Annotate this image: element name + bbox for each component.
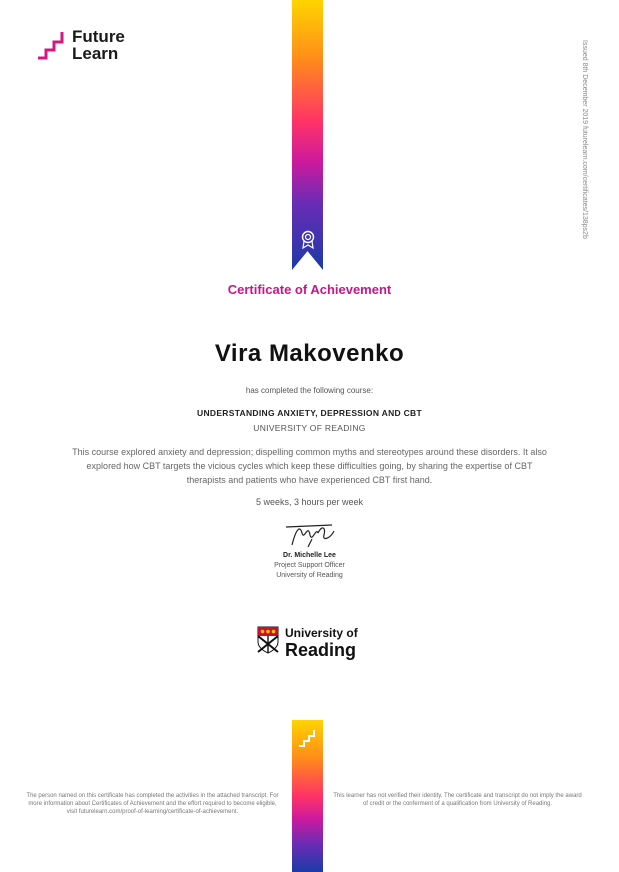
- signature: [282, 519, 338, 549]
- issue-info: [581, 40, 598, 300]
- brand-line1: Future: [72, 27, 125, 46]
- stairs-icon: [36, 28, 68, 62]
- course-title: UNDERSTANDING ANXIETY, DEPRESSION AND CBT: [197, 408, 422, 418]
- footnote-left: The person named on this certificate has completed the activities in the attached transcript. For more information about Certificates of Achievement and the effort required to become eligible, visit futurelearn.com/proof-of-learning/certificate-of-achievement.: [26, 793, 279, 815]
- crest-icon: [257, 626, 279, 654]
- brand-line2: Learn: [72, 44, 119, 63]
- course-description: This course explored anxiety and depression; dispelling common myths and stereotypes around these disorders. It also explored how CBT targets the vicious cycles which keep these difficulties going, by sharing the expertise of CBT therapists and patients who have experienced CBT first hand.: [72, 447, 547, 485]
- brand-name: [72, 28, 125, 62]
- stairs-icon: [298, 728, 318, 748]
- logo-line1: University of: [285, 626, 358, 640]
- award-icon: [300, 230, 316, 250]
- ribbon-bottom: [292, 720, 323, 872]
- recipient-name: Vira Makovenko: [214, 340, 405, 367]
- signer-organization: University of Reading: [276, 572, 343, 579]
- certificate-title: Certificate of Achievement: [227, 282, 392, 297]
- footnote-right: This learner has not verified their identity. The certificate and transcript do not imply the award of credit or the conferment of a qualification from University of Reading.: [333, 793, 582, 807]
- university-of-reading-logo: [257, 626, 367, 662]
- issue-info-text: Issued 8th December 2019 futurelearn.com/certificates/138ps2b: [581, 40, 588, 239]
- signer-name: Dr. Michelle Lee: [283, 552, 336, 559]
- completed-text: has completed the following course:: [245, 386, 374, 395]
- signer-role: Project Support Officer: [274, 562, 345, 569]
- course-duration: 5 weeks, 3 hours per week: [255, 497, 364, 507]
- university-name: UNIVERSITY OF READING: [253, 423, 366, 433]
- futurelearn-logo: [36, 28, 146, 64]
- logo-line2: Reading: [285, 640, 357, 660]
